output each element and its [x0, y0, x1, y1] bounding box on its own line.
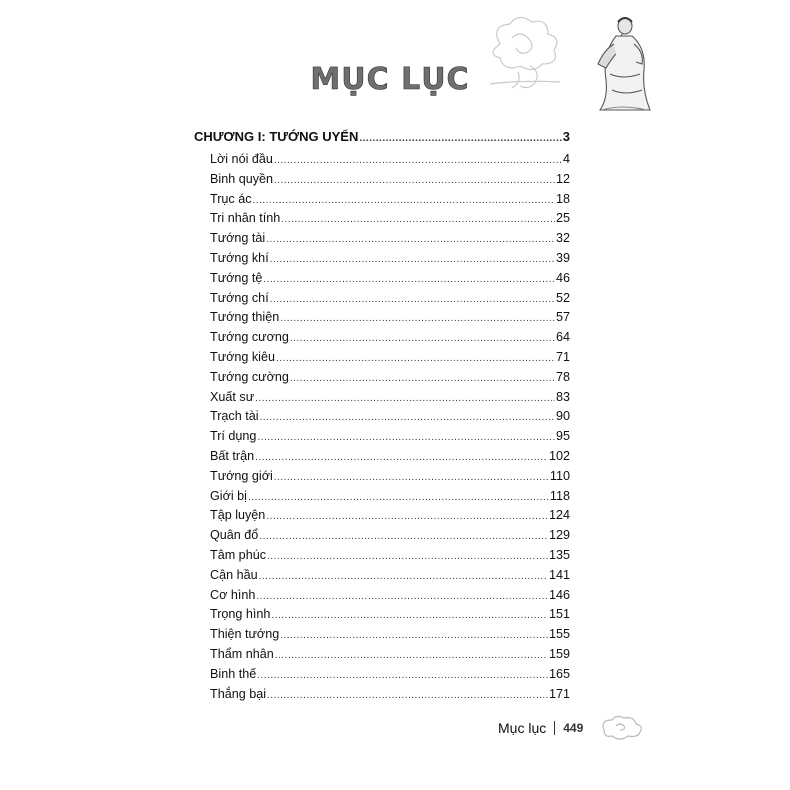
dot-leader — [266, 230, 555, 250]
footer-section-label: Mục lục — [498, 720, 547, 736]
dot-leader — [270, 290, 555, 310]
toc-entry-label: Tướng kiêu — [210, 349, 275, 364]
dot-leader — [290, 329, 555, 349]
table-of-contents — [210, 150, 570, 704]
toc-entry-label: Thắng bại — [210, 686, 267, 701]
toc-entry-page-number: 95 — [555, 429, 570, 444]
toc-chapter-heading — [194, 129, 570, 144]
toc-entry-label: Binh quyền — [210, 171, 274, 186]
toc-entry-page-number: 90 — [555, 409, 570, 424]
toc-entry — [210, 586, 570, 606]
dot-leader — [255, 389, 555, 409]
dot-leader — [274, 171, 555, 191]
general-figure-illustration — [590, 14, 660, 112]
toc-entry — [210, 368, 570, 388]
toc-entry — [210, 190, 570, 210]
toc-entry-page-number: 171 — [548, 686, 570, 701]
toc-entry-page-number: 83 — [555, 389, 570, 404]
toc-entry-label: Lời nói đầu — [210, 152, 273, 166]
toc-entry-label: Thiện tướng — [210, 627, 280, 642]
dot-leader — [248, 488, 549, 508]
toc-entry — [210, 348, 570, 368]
dot-leader — [271, 606, 548, 626]
toc-entry-page-number: 52 — [555, 290, 570, 305]
toc-entry-page-number: 151 — [548, 607, 570, 622]
toc-entry-label: Tướng chí — [210, 290, 269, 305]
toc-entry — [210, 249, 570, 269]
dot-leader — [253, 191, 555, 211]
dot-leader — [257, 666, 548, 686]
cloud-ornament-icon — [598, 714, 648, 742]
dot-leader — [260, 408, 555, 428]
toc-entry-page-number: 129 — [548, 528, 570, 543]
toc-entry — [210, 308, 570, 328]
toc-entry — [210, 289, 570, 309]
toc-entry-label: Bất trận — [210, 448, 255, 463]
toc-entry-label: Tướng khí — [210, 250, 269, 265]
toc-entry-page-number: 32 — [555, 231, 570, 246]
toc-entry-label: Binh thế — [210, 666, 257, 681]
dot-leader — [259, 527, 548, 547]
toc-entry-page-number: 4 — [562, 152, 570, 166]
toc-entry-label: Cận hầu — [210, 567, 258, 582]
toc-entry-label: Trí dụng — [210, 429, 257, 444]
toc-entry-label: Tri nhân tính — [210, 211, 281, 226]
toc-entry-label: Trạch tài — [210, 409, 259, 424]
dot-leader — [275, 646, 548, 666]
footer-divider — [554, 721, 555, 735]
dot-leader — [274, 151, 562, 171]
cloud-ornament-icon — [470, 14, 580, 99]
toc-entry — [210, 546, 570, 566]
toc-entry-page-number: 25 — [555, 211, 570, 226]
page-title: MỤC LỤC — [310, 62, 470, 97]
toc-entry-page-number: 141 — [548, 567, 570, 582]
toc-entry-page-number: 165 — [548, 666, 570, 681]
dot-leader — [255, 448, 548, 468]
dot-leader — [257, 428, 555, 448]
dot-leader — [270, 250, 555, 270]
dot-leader — [266, 507, 548, 527]
toc-entry-page-number: 118 — [549, 488, 570, 503]
chapter-title: CHƯƠNG I: TƯỚNG UYỂN — [194, 129, 359, 144]
toc-entry-label: Tướng giới — [210, 468, 273, 483]
toc-entry-label: Tướng cường — [210, 369, 289, 384]
toc-entry-page-number: 64 — [555, 330, 570, 345]
dot-leader — [263, 270, 555, 290]
toc-entry — [210, 150, 570, 170]
toc-entry-page-number: 146 — [548, 587, 570, 602]
toc-entry-label: Xuất sư — [210, 389, 255, 404]
toc-entry — [210, 645, 570, 665]
dot-leader — [359, 133, 561, 144]
toc-entry-page-number: 39 — [555, 250, 570, 265]
toc-entry-label: Trọng hình — [210, 607, 271, 622]
footer-page-number: 449 — [563, 721, 584, 735]
toc-entry — [210, 229, 570, 249]
dot-leader — [256, 587, 548, 607]
toc-entry — [210, 328, 570, 348]
toc-entry-page-number: 78 — [555, 369, 570, 384]
dot-leader — [281, 210, 555, 230]
toc-entry — [210, 388, 570, 408]
toc-entry-page-number: 57 — [555, 310, 570, 325]
chapter-page-number: 3 — [562, 129, 570, 144]
toc-entry — [210, 269, 570, 289]
toc-entry-label: Cơ hình — [210, 587, 256, 602]
toc-entry — [210, 625, 570, 645]
toc-entry-label: Tướng thiện — [210, 310, 280, 325]
toc-entry-label: Giới bị — [210, 488, 247, 503]
dot-leader — [267, 547, 548, 567]
toc-entry-label: Tướng tệ — [210, 270, 263, 285]
toc-entry — [210, 685, 570, 705]
toc-entry-page-number: 159 — [548, 646, 570, 661]
dot-leader — [259, 567, 548, 587]
dot-leader — [280, 626, 548, 646]
toc-entry-label: Tướng tài — [210, 231, 266, 246]
toc-entry-label: Trục ác — [210, 191, 252, 206]
dot-leader — [280, 309, 555, 329]
page-footer — [498, 720, 583, 736]
toc-entry-page-number: 46 — [555, 270, 570, 285]
toc-entry — [210, 487, 570, 507]
dot-leader — [274, 468, 549, 488]
toc-entry — [210, 447, 570, 467]
toc-entry — [210, 209, 570, 229]
toc-entry — [210, 526, 570, 546]
toc-entry — [210, 467, 570, 487]
toc-entry-label: Thẩm nhân — [210, 646, 274, 661]
toc-entry-page-number: 102 — [548, 448, 570, 463]
toc-entry-label: Tập luyện — [210, 508, 266, 523]
toc-entry — [210, 407, 570, 427]
toc-entry-label: Tâm phúc — [210, 547, 266, 562]
toc-entry-page-number: 124 — [548, 508, 570, 523]
toc-entry — [210, 566, 570, 586]
toc-entry-page-number: 18 — [555, 191, 570, 206]
toc-entry-label: Quân đổ — [210, 528, 259, 543]
toc-entry — [210, 665, 570, 685]
toc-entry-label: Tướng cương — [210, 330, 289, 345]
toc-entry — [210, 427, 570, 447]
dot-leader — [276, 349, 555, 369]
dot-leader — [267, 686, 548, 706]
toc-entry — [210, 506, 570, 526]
toc-entry — [210, 605, 570, 625]
toc-entry-page-number: 71 — [555, 349, 570, 364]
dot-leader — [290, 369, 555, 389]
toc-entry-page-number: 155 — [548, 627, 570, 642]
toc-entry-page-number: 110 — [549, 468, 570, 483]
toc-entry-page-number: 135 — [548, 547, 570, 562]
toc-entry — [210, 170, 570, 190]
toc-entry-page-number: 12 — [555, 171, 570, 186]
